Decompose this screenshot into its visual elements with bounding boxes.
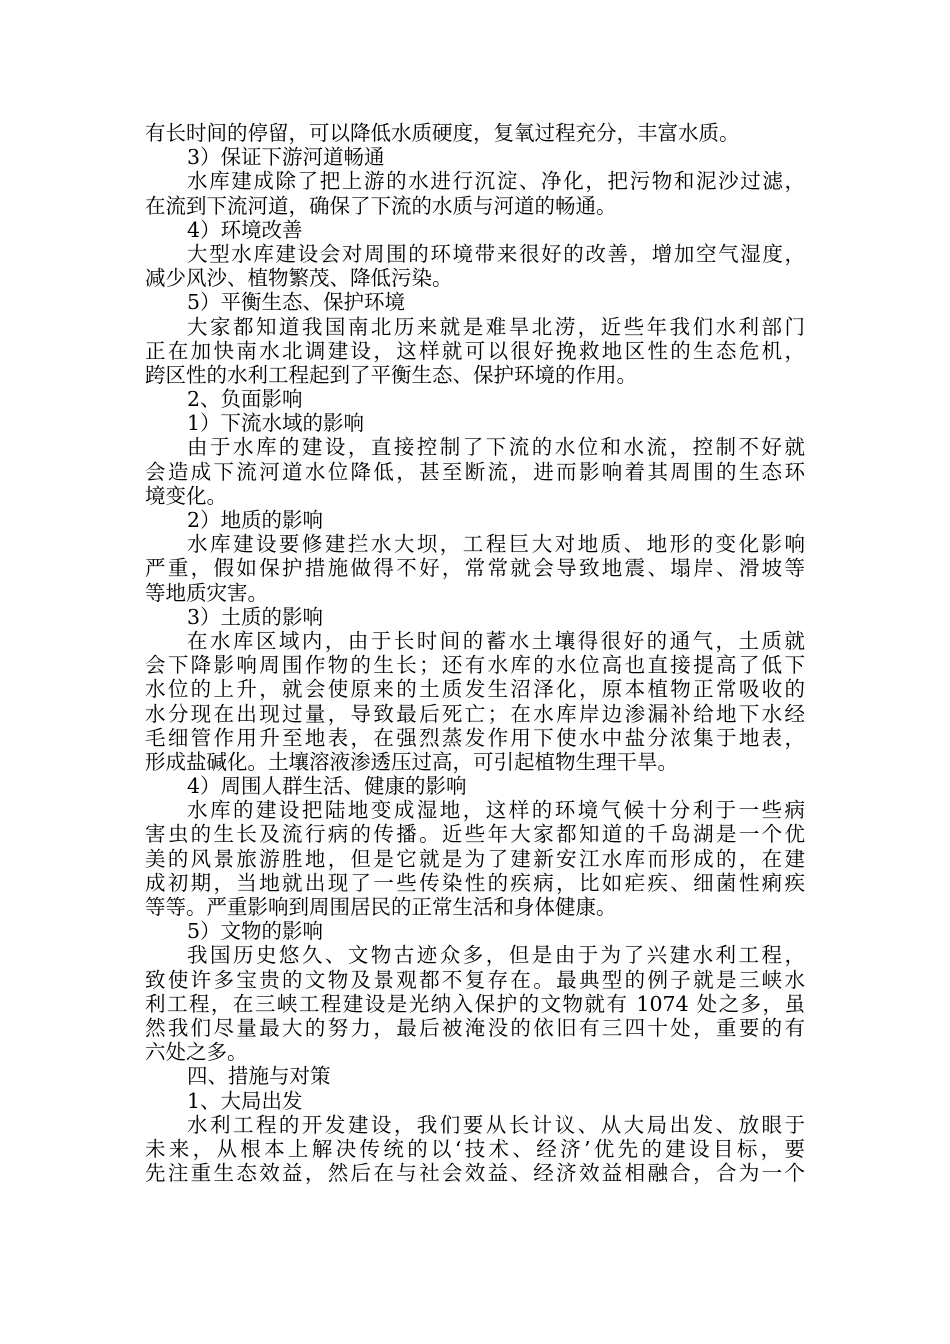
text-line: 大型水库建设会对周围的环境带来很好的改善，增加空气湿度， bbox=[187, 241, 805, 266]
text-line: 严重，假如保护措施做得不好，常常就会导致地震、塌岸、滑坡等 bbox=[145, 556, 805, 581]
text-line: 六处之多。 bbox=[145, 1040, 248, 1065]
text-line: 正在加快南水北调建设，这样就可以很好挽救地区性的生态危机， bbox=[145, 338, 805, 363]
text-line: 我国历史悠久、文物古迹众多，但是由于为了兴建水利工程， bbox=[187, 943, 805, 968]
text-line: 在流到下流河道，确保了下流的水质与河道的畅通。 bbox=[145, 193, 617, 218]
text-line: 水位的上升，就会使原来的土质发生沼泽化，原本植物正常吸收的 bbox=[145, 677, 805, 702]
text-line: 未来，从根本上解决传统的以‘技术、经济’优先的建设目标，要 bbox=[145, 1136, 805, 1161]
text-line: 有长时间的停留，可以降低水质硬度，复氧过程充分，丰富水质。 bbox=[145, 121, 740, 145]
text-line: 成初期，当地就出现了一些传染性的疾病，比如疟疾、细菌性痢疾 bbox=[145, 870, 805, 895]
text-line: 4）环境改善 bbox=[187, 217, 303, 242]
text-line: 跨区性的水利工程起到了平衡生态、保护环境的作用。 bbox=[145, 362, 637, 387]
text-line: 水分现在出现过量，导致最后死亡；在水库岸边渗漏补给地下水经 bbox=[145, 701, 805, 726]
text-line: 1、大局出发 bbox=[187, 1088, 303, 1113]
text-line: 水利工程的开发建设，我们要从长计议、从大局出发、放眼于 bbox=[187, 1112, 805, 1137]
text-line: 在水库区域内，由于长时间的蓄水土壤得很好的通气，土质就 bbox=[187, 628, 805, 653]
text-line: 致使许多宝贵的文物及景观都不复存在。最典型的例子就是三峡水 bbox=[145, 967, 805, 992]
text-line: 会造成下流河道水位降低，甚至断流，进而影响着其周围的生态环 bbox=[145, 459, 805, 484]
text-line: 等地质灾害。 bbox=[145, 580, 268, 605]
text-line: 毛细管作用升至地表，在强烈蒸发作用下使水中盐分浓集于地表， bbox=[145, 725, 805, 750]
text-line: 利工程，在三峡工程建设是光纳入保护的文物就有 1074 处之多，虽 bbox=[145, 991, 805, 1016]
text-line: 境变化。 bbox=[145, 483, 227, 508]
text-line: 5）文物的影响 bbox=[187, 919, 324, 944]
text-line: 形成盐碱化。土壤溶液渗透压过高，可引起植物生理干旱。 bbox=[145, 749, 678, 774]
text-line: 美的风景旅游胜地，但是它就是为了建新安江水库而形成的，在建 bbox=[145, 846, 805, 871]
text-line: 2）地质的影响 bbox=[187, 508, 324, 532]
text-line: 等等。严重影响到周围居民的正常生活和身体健康。 bbox=[145, 895, 617, 919]
text-line: 水库建设要修建拦水大坝，工程巨大对地质、地形的变化影响 bbox=[187, 532, 805, 557]
document-page bbox=[145, 121, 805, 1185]
text-line: 大家都知道我国南北历来就是难旱北涝，近些年我们水利部门 bbox=[187, 314, 805, 339]
text-line: 水库的建设把陆地变成湿地，这样的环境气候十分利于一些病 bbox=[187, 798, 805, 823]
text-line: 害虫的生长及流行病的传播。近些年大家都知道的千岛湖是一个优 bbox=[145, 822, 805, 847]
text-line: 3）土质的影响 bbox=[187, 604, 324, 629]
text-line: 减少风沙、植物繁茂、降低污染。 bbox=[145, 266, 453, 291]
text-line: 4）周围人群生活、健康的影响 bbox=[187, 774, 467, 799]
text-line: 3）保证下游河道畅通 bbox=[187, 145, 385, 170]
text-line: 5）平衡生态、保护环境 bbox=[187, 290, 406, 315]
text-line: 会下降影响周围作物的生长；还有水库的水位高也直接提高了低下 bbox=[145, 653, 805, 678]
text-line: 水库建成除了把上游的水进行沉淀、净化，把污物和泥沙过滤， bbox=[187, 169, 805, 194]
text-line: 2、负面影响 bbox=[187, 387, 303, 412]
text-line: 由于水库的建设，直接控制了下流的水位和水流，控制不好就 bbox=[187, 435, 805, 460]
text-line: 先注重生态效益，然后在与社会效益、经济效益相融合，合为一个 bbox=[145, 1161, 805, 1186]
text-line: 1）下流水域的影响 bbox=[187, 411, 365, 436]
text-line: 然我们尽量最大的努力，最后被淹没的依旧有三四十处，重要的有 bbox=[145, 1015, 805, 1040]
text-line: 四、措施与对策 bbox=[187, 1064, 331, 1089]
